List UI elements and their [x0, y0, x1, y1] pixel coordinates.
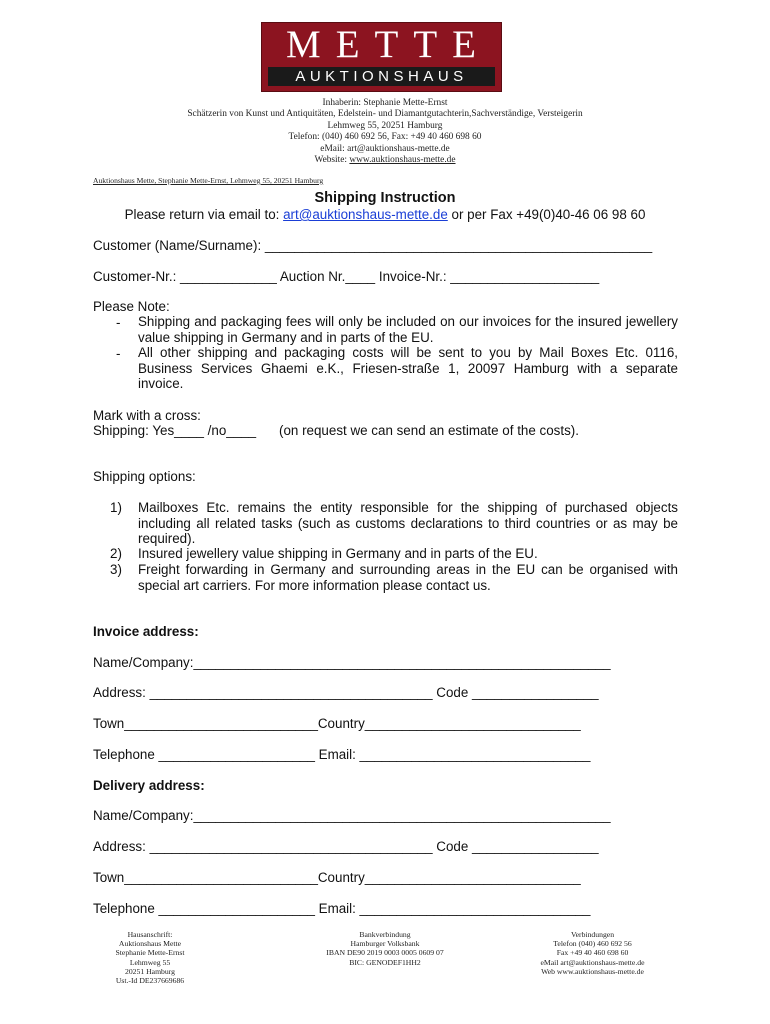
invoice-telephone-field[interactable]: Telephone _____________________ Email: _______________________________ — [93, 747, 591, 762]
sender-line: Auktionshaus Mette, Stephanie Mette-Ernst, Lehmweg 55, 20251 Hamburg — [93, 176, 324, 185]
website-link[interactable]: www.auktionshaus-mette.de — [349, 155, 456, 166]
note-dash-2: - — [116, 346, 121, 361]
footer-house-address — [90, 930, 210, 985]
footer-line: 20251 Hamburg — [124, 966, 176, 976]
footer-contacts — [505, 930, 680, 976]
invoice-address-heading: Invoice address: — [93, 624, 199, 639]
footer-line: Bankverbindung — [359, 930, 411, 939]
logo-title: METTE — [286, 23, 491, 66]
owner-line: Inhaberin: Stephanie Mette-Ernst — [322, 98, 448, 108]
mette-logo — [261, 22, 502, 92]
return-instruction — [0, 207, 770, 223]
return-prefix: Please return via email to: — [124, 207, 284, 222]
mark-heading: Mark with a cross: — [93, 408, 201, 423]
delivery-town-field[interactable]: Town__________________________Country_____________________________ — [93, 870, 581, 885]
invoice-name-field[interactable]: Name/Company:________________________________________________________ — [93, 655, 611, 670]
invoice-town-field[interactable]: Town__________________________Country_____________________________ — [93, 716, 581, 731]
delivery-address-field[interactable]: Address: ______________________________________ Code _________________ — [93, 839, 599, 854]
profession-line: Schätzerin von Kunst und Antiquitäten, Edelstein- und Diamantgutachterin,Sachverständige, Versteigerin — [187, 109, 583, 120]
option-1-text: Mailboxes Etc. remains the entity responsible for the shipping of purchased objects including all related tasks (such as customs declarations to third countries or as may be required). — [138, 500, 678, 547]
delivery-telephone-field[interactable]: Telephone _____________________ Email: _______________________________ — [93, 901, 591, 916]
footer-line: Auktionshaus Mette — [118, 939, 182, 949]
options-heading: Shipping options: — [93, 469, 196, 484]
footer-line: Ust.-Id DE237669686 — [115, 976, 185, 986]
note-heading: Please Note: — [93, 299, 170, 314]
customer-numbers-field[interactable]: Customer-Nr.: _____________ Auction Nr.____ Invoice-Nr.: ____________________ — [93, 269, 600, 284]
page-title: Shipping Instruction — [314, 190, 456, 206]
footer-line: Telefon (040) 460 692 56 — [553, 939, 632, 949]
invoice-address-field[interactable]: Address: ______________________________________ Code _________________ — [93, 685, 599, 700]
footer-line: Fax +49 40 460 698 60 — [556, 948, 629, 958]
footer-bank-details — [300, 930, 470, 967]
logo-subtitle: AUKTIONSHAUS — [268, 67, 495, 86]
phone-line: Telefon: (040) 460 692 56, Fax: +49 40 460 698 60 — [288, 132, 482, 143]
return-suffix: or per Fax +49(0)40-46 06 98 60 — [447, 207, 646, 222]
address-line: Lehmweg 55, 20251 Hamburg — [327, 120, 443, 131]
customer-name-field[interactable]: Customer (Name/Surname): ____________________________________________________ — [93, 238, 653, 253]
estimate-note: (on request we can send an estimate of the costs). — [279, 423, 579, 438]
footer-line: Web www.auktionshaus-mette.de — [541, 966, 644, 976]
website-line — [0, 155, 770, 166]
footer-line: Hamburger Volksbank — [350, 939, 420, 949]
website-label: Website: — [314, 155, 350, 166]
footer-line: BIC: GENODEF1HH2 — [349, 957, 421, 967]
footer-line: Lehmweg 55 — [129, 957, 171, 967]
email-line: eMail: art@auktionshaus-mette.de — [320, 143, 450, 154]
delivery-name-field[interactable]: Name/Company:________________________________________________________ — [93, 808, 611, 823]
option-1-number: 1) — [110, 500, 122, 515]
footer-line: eMail art@auktionshaus-mette.de — [540, 957, 645, 967]
delivery-address-heading: Delivery address: — [93, 778, 205, 793]
shipping-yes-no-field[interactable]: Shipping: Yes____ /no____ — [93, 423, 257, 438]
footer-line: Verbindungen — [570, 930, 615, 939]
return-email-link[interactable]: art@auktionshaus-mette.de — [283, 207, 448, 222]
letterhead-info — [0, 98, 770, 166]
option-3-text: Freight forwarding in Germany and surrounding areas in the EU can be organised with special art carriers. For more information please contact us. — [138, 562, 678, 593]
option-3-number: 3) — [110, 562, 122, 577]
footer-line: Stephanie Mette-Ernst — [115, 948, 185, 958]
option-2-text: Insured jewellery value shipping in Germany and in parts of the EU. — [138, 546, 538, 561]
option-2-number: 2) — [110, 546, 122, 561]
note-item-1: Shipping and packaging fees will only be included on our invoices for the insured jewellery value shipping in Germany and in parts of the EU. — [138, 314, 678, 345]
footer-line: IBAN DE90 2019 0003 0005 0609 07 — [326, 948, 444, 958]
note-item-2: All other shipping and packaging costs will be sent to you by Mail Boxes Etc. 0116, Business Services Ghaemi e.K., Friesen-straße 1, 20097 Hamburg with a separate invoice. — [138, 345, 678, 392]
note-dash-1: - — [116, 315, 121, 330]
footer-line: Hausanschrift: — [127, 930, 173, 939]
